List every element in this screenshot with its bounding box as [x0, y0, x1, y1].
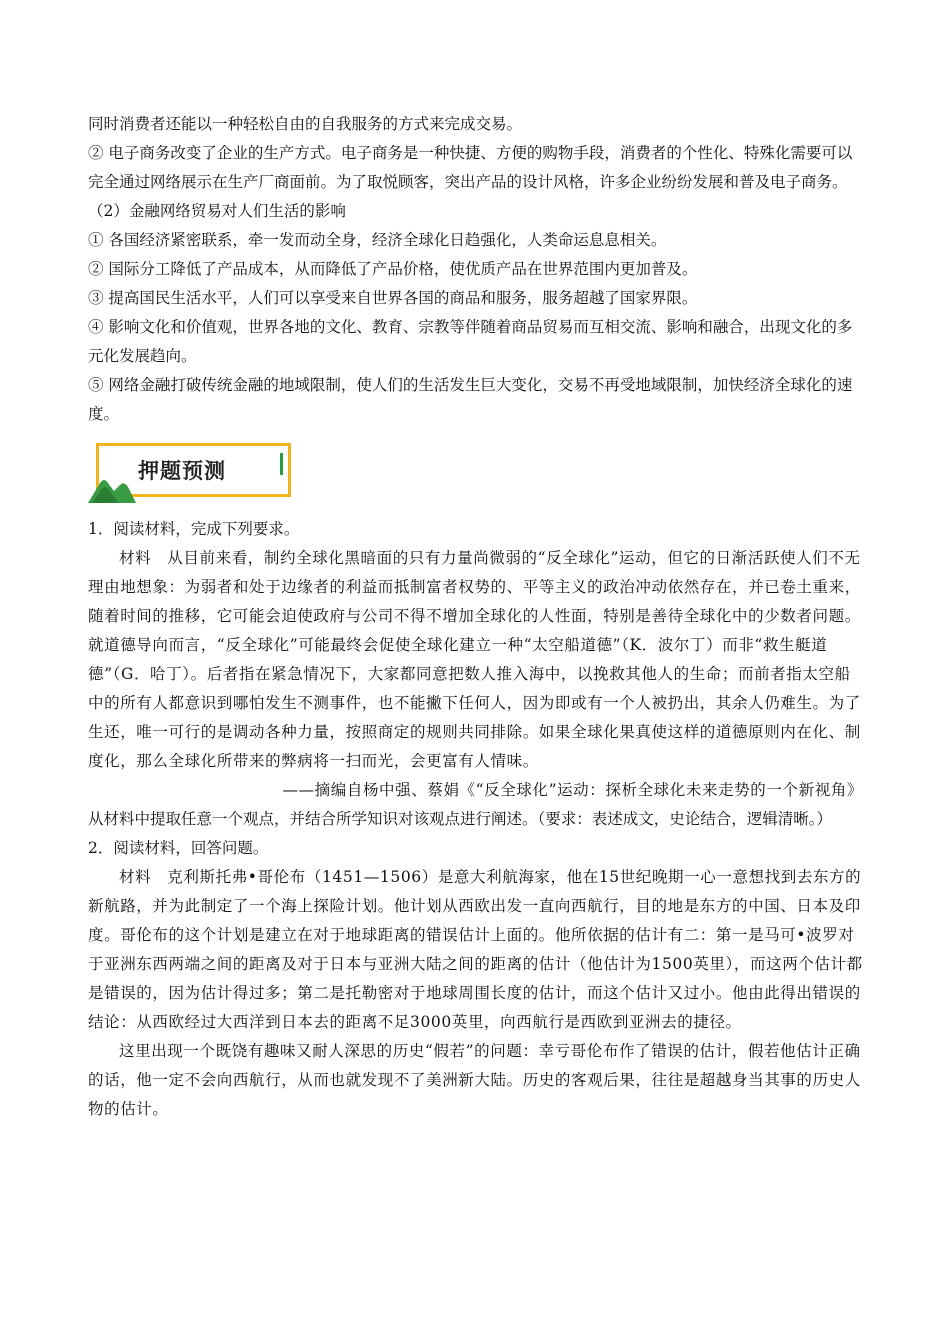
question-1-stem: 1．阅读材料，完成下列要求。 [88, 520, 300, 538]
paragraph: （2）金融网络贸易对人们生活的影响 [88, 202, 346, 220]
document-body [88, 110, 863, 1124]
paragraph: ② 电子商务改变了企业的生产方式。电子商务是一种快捷、方便的购物手段，消费者的个性化、特殊化需要可以完全通过网络展示在生产厂商面前。为了取悦顾客，突出产品的设计风格，许多企业纷纷发展和普及电子商务。 [88, 144, 853, 191]
heading-accent-bar [280, 453, 283, 475]
paragraph: ④ 影响文化和价值观，世界各地的文化、教育、宗教等伴随着商品贸易而互相交流、影响和融合，出现文化的多元化发展趋向。 [88, 318, 853, 365]
paragraph: ① 各国经济紧密联系，牵一发而动全身，经济全球化日趋强化，人类命运息息相关。 [88, 231, 667, 249]
question-1-requirement: 从材料中提取任意一个观点，并结合所学知识对该观点进行阐述。（要求：表述成文，史论结合，逻辑清晰。） [88, 810, 833, 828]
section-heading-title: 押题预测 [138, 459, 226, 483]
paragraph: 同时消费者还能以一种轻松自由的自我服务的方式来完成交易。 [88, 115, 523, 133]
paragraph: ② 国际分工降低了产品成本，从而降低了产品价格，使优质产品在世界范围内更加普及。 [88, 260, 698, 278]
section-heading-box [88, 443, 293, 501]
mountain-icon [88, 471, 136, 503]
question-1-source: ——摘编自杨中强、蔡娟《“反全球化”运动：探析全球化未来走势的一个新视角》 [282, 781, 863, 799]
question-2-material: 材料 克利斯托弗•哥伦布（1451—1506）是意大利航海家，他在15世纪晚期一心一意想找到去东方的新航路，并为此制定了一个海上探险计划。他计划从西欧出发一直向西航行，目的地是东方的中国、日本及印度。哥伦布的这个计划是建立在对于地球距离的错误估计上面的。他所依据的估计有二：第一是马可•波罗对于亚洲东西两端之间的距离及对于日本与亚洲大陆之间的距离的估计（他估计为1500英里），而这两个估计都是错误的，因为估计得过多；第二是托勒密对于地球周围长度的估计，而这个估计又过小。他由此得出错误的结论：从西欧经过大西洋到日本去的距离不足3000英里，向西航行是西欧到亚洲去的捷径。 [88, 868, 863, 1031]
question-2-stem: 2．阅读材料，回答问题。 [88, 839, 269, 857]
question-1-material: 材料 从目前来看，制约全球化黑暗面的只有力量尚微弱的“反全球化”运动，但它的日渐活跃使人们不无理由地想象：为弱者和处于边缘者的利益而抵制富者权势的、平等主义的政治冲动依然存在，并已卷土重来，随着时间的推移，它可能会迫使政府与公司不得不增加全球化的人性面，特别是善待全球化中的少数者问题。就道德导向而言，“反全球化”可能最终会促使全球化建立一种“太空船道德”（K．波尔丁）而非“救生艇道德”（G．哈丁）。后者指在紧急情况下，大家都同意把数人推入海中，以挽救其他人的生命；而前者指太空船中的所有人都意识到哪怕发生不测事件，也不能撇下任何人，因为即或有一个人被扔出，其余人仍难生。为了生还，唯一可行的是调动各种力量，按照商定的规则共同排除。如果全球化果真使这样的道德原则内在化、制度化，那么全球化所带来的弊病将一扫而光，会更富有人情味。 [88, 549, 861, 770]
paragraph: ③ 提高国民生活水平，人们可以享受来自世界各国的商品和服务，服务超越了国家界限。 [88, 289, 698, 307]
paragraph: ⑤ 网络金融打破传统金融的地域限制，使人们的生活发生巨大变化，交易不再受地域限制，加快经济全球化的速度。 [88, 376, 853, 423]
question-2-material-continued: 这里出现一个既饶有趣味又耐人深思的历史“假若”的问题：幸亏哥伦布作了错误的估计，假若他估计正确的话，他一定不会向西航行，从而也就发现不了美洲新大陆。历史的客观后果，往往是超越身当其事的历史人物的估计。 [88, 1042, 861, 1118]
